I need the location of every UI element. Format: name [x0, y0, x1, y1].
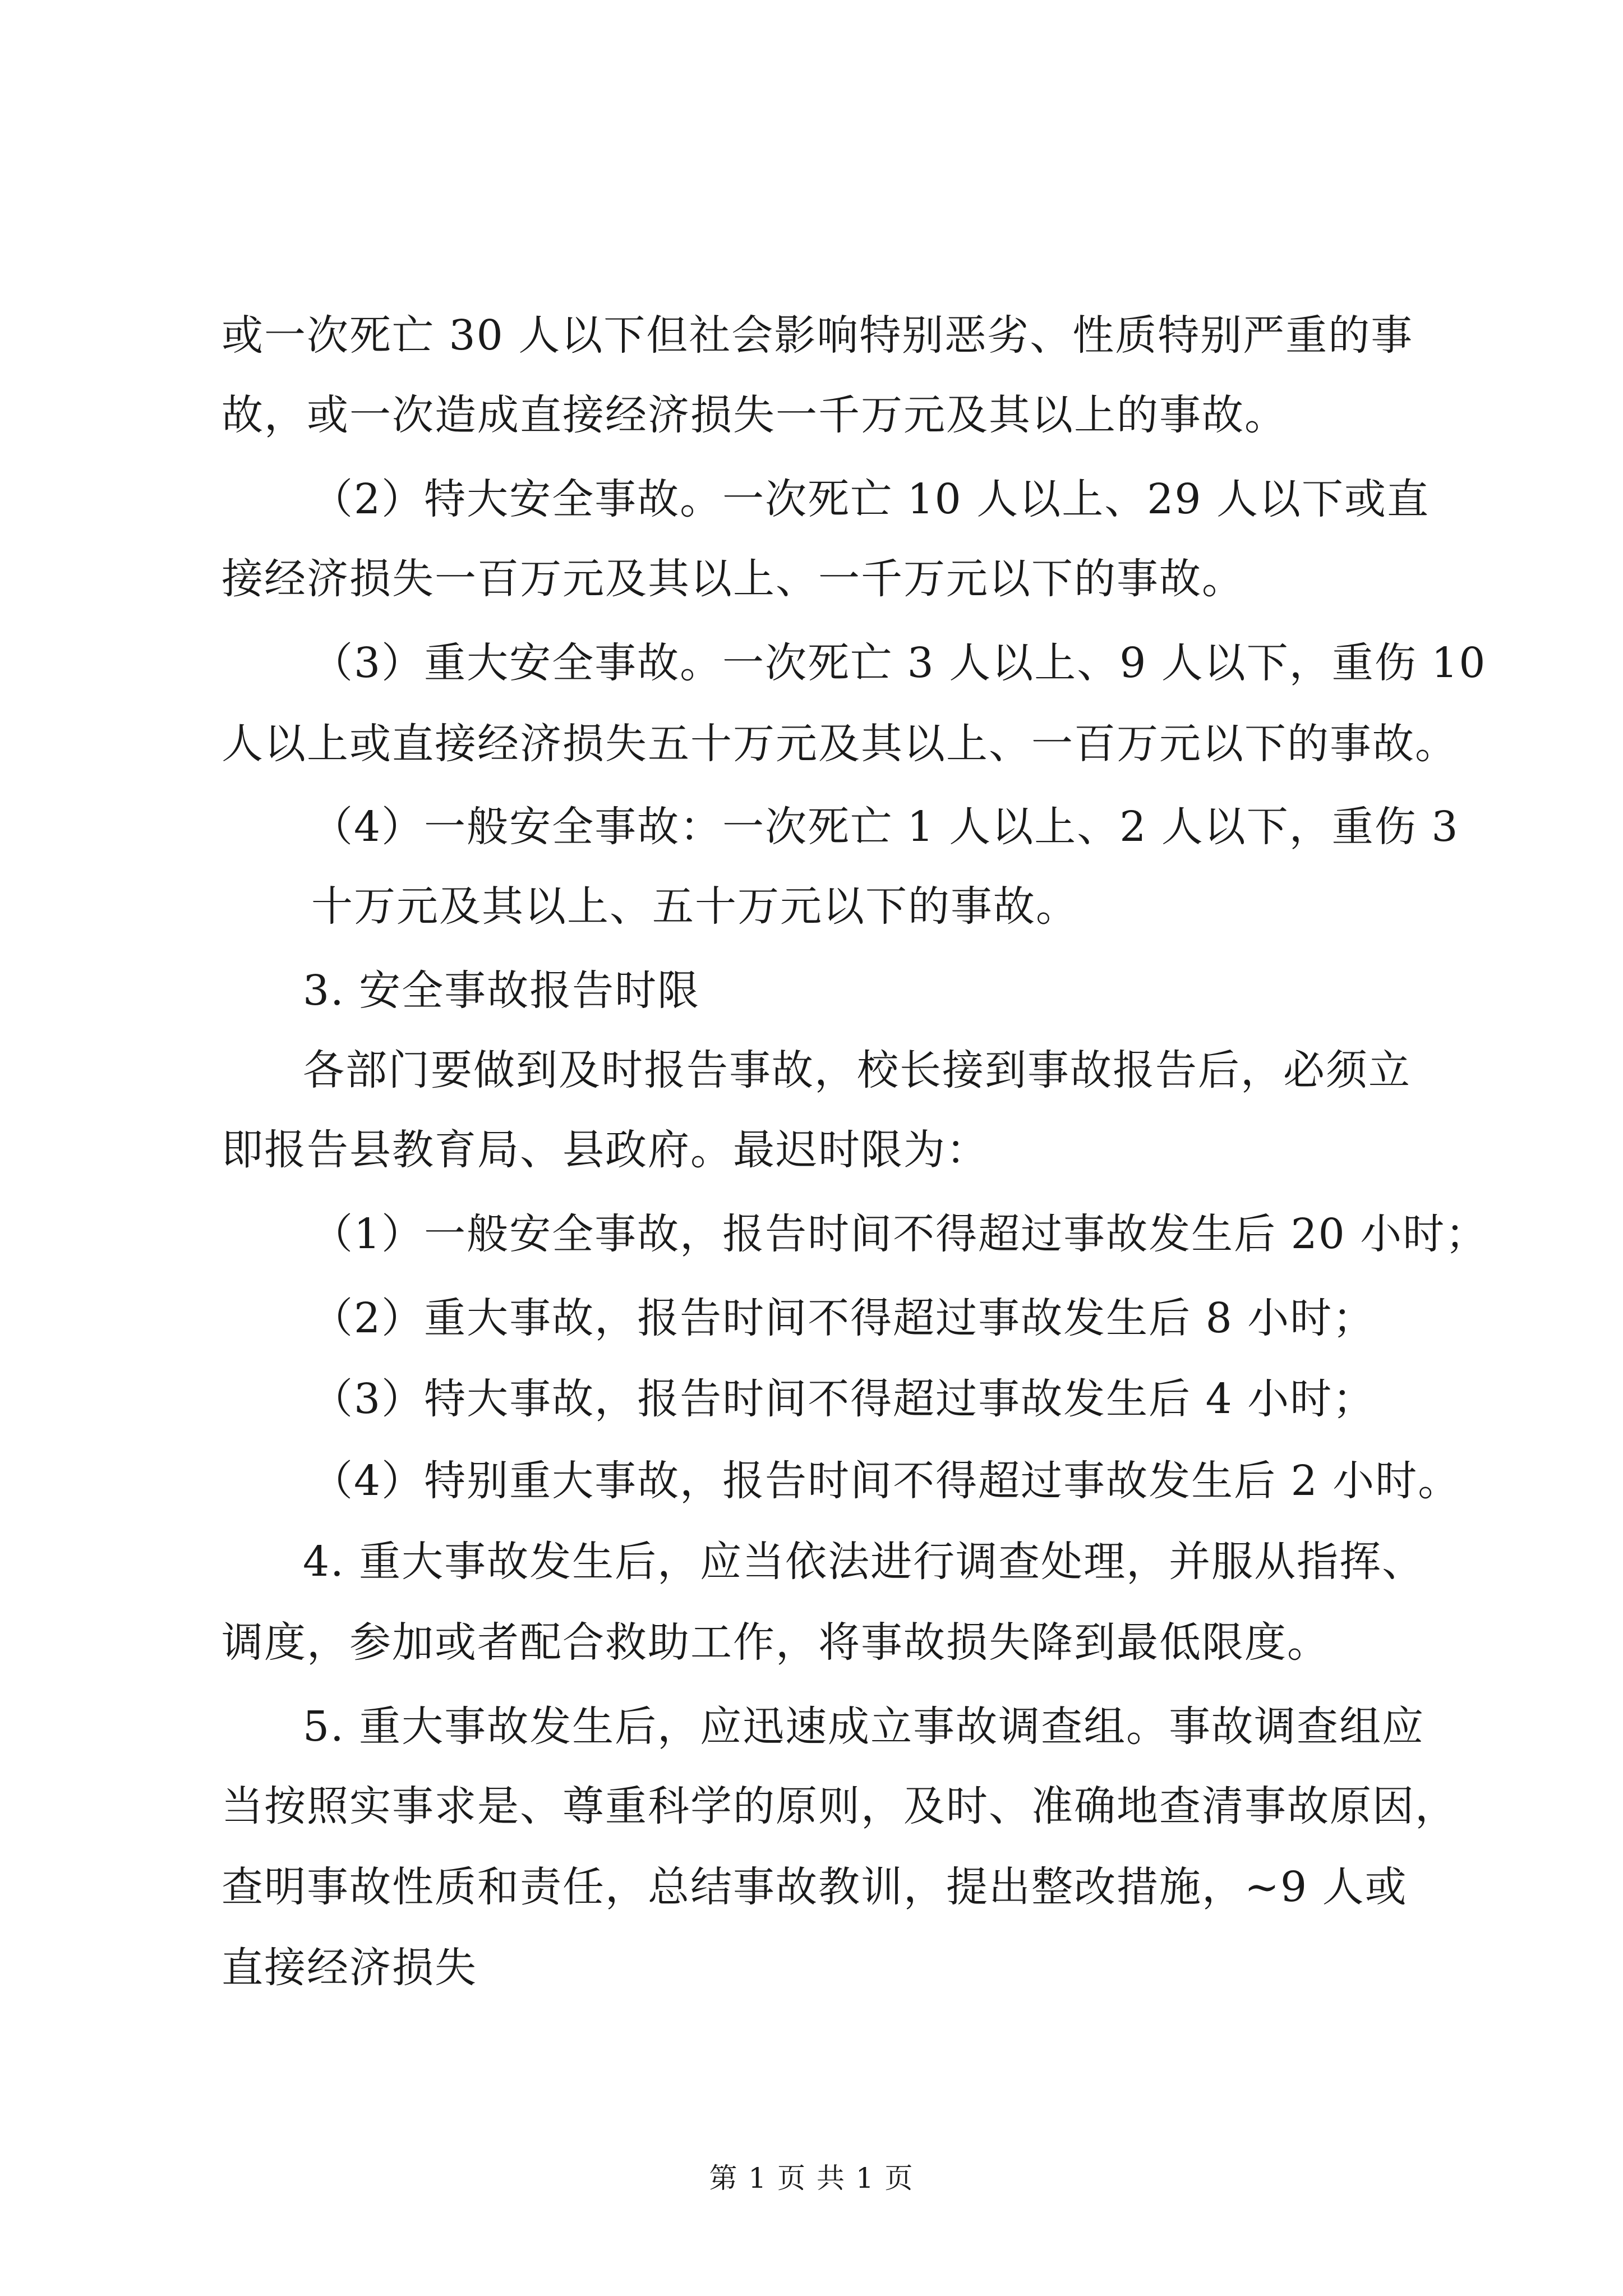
text-line-13: （2）重大事故，报告时间不得超过事故发生后 8 小时；: [311, 1294, 1376, 1342]
text-line-3: （2）特大安全事故。一次死亡 10 人以上、29 人以下或直: [311, 475, 1430, 523]
text-line-19: 当按照实事求是、尊重科学的原则，及时、准确地查清事故原因，: [222, 1782, 1458, 1830]
text-line-8: 十万元及其以上、五十万元以下的事故。: [311, 882, 1078, 931]
text-line-14: （3）特大事故，报告时间不得超过事故发生后 4 小时；: [311, 1375, 1376, 1423]
text-line-10: 各部门要做到及时报告事故，校长接到事故报告后，必须立: [303, 1046, 1411, 1094]
text-line-15: （4）特别重大事故，报告时间不得超过事故发生后 2 小时。: [311, 1457, 1461, 1505]
text-line-21: 直接经济损失: [222, 1944, 477, 1992]
text-line-16: 4. 重大事故发生后，应当依法进行调查处理，并服从指挥、: [303, 1538, 1425, 1586]
text-line-6: 人以上或直接经济损失五十万元及其以上、一百万元以下的事故。: [222, 720, 1458, 768]
text-line-12: （1）一般安全事故，报告时间不得超过事故发生后 20 小时；: [311, 1210, 1488, 1258]
text-line-4: 接经济损失一百万元及其以上、一千万元以下的事故。: [222, 555, 1244, 603]
text-line-7: （4）一般安全事故：一次死亡 1 人以上、2 人以下，重伤 3: [311, 803, 1459, 851]
text-line-2: 故，或一次造成直接经济损失一千万元及其以上的事故。: [222, 391, 1287, 439]
page-number-footer: 第 1 页 共 1 页: [709, 2162, 914, 2194]
text-line-5: （3）重大安全事故。一次死亡 3 人以上、9 人以下，重伤 10: [311, 639, 1487, 687]
text-line-9: 3. 安全事故报告时限: [303, 967, 700, 1015]
text-line-18: 5. 重大事故发生后，应迅速成立事故调查组。事故调查组应: [303, 1703, 1425, 1751]
text-line-1: 或一次死亡 30 人以下但社会影响特别恶劣、性质特别严重的事: [222, 311, 1414, 360]
text-line-17: 调度，参加或者配合救助工作，将事故损失降到最低限度。: [222, 1618, 1330, 1667]
text-line-20: 查明事故性质和责任，总结事故教训，提出整改措施，~9 人或: [222, 1863, 1408, 1911]
text-line-11: 即报告县教育局、县政府。最迟时限为：: [222, 1126, 989, 1174]
